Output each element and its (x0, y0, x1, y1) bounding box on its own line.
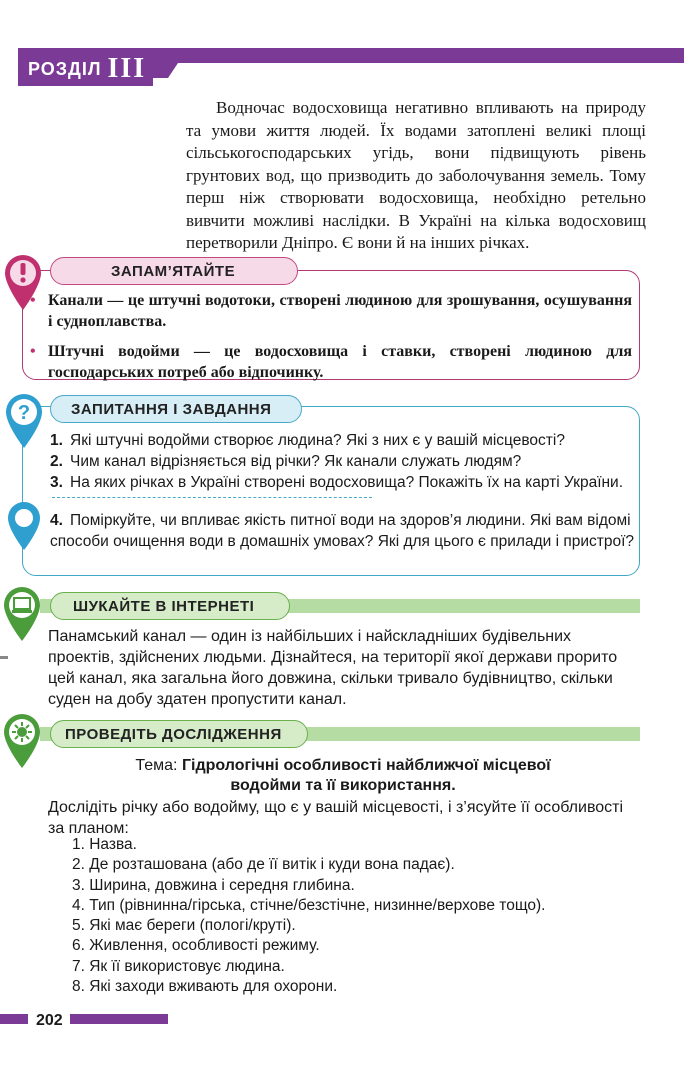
footer-bar (0, 1012, 170, 1026)
plan-item: 3. Ширина, довжина і середня глибина. (72, 876, 355, 894)
section-number: III (107, 53, 147, 84)
computer-pin-icon (2, 585, 42, 643)
divider (52, 497, 372, 498)
internet-title: ШУКАЙТЕ В ІНТЕРНЕТІ (50, 592, 290, 620)
plan-item: 8. Які заходи вживають для охорони. (72, 978, 338, 996)
plan-item: 7. Як її використовує людина. (72, 957, 285, 975)
plan-item: 2. Де розташована (або де її витік і куди вона падає). (72, 856, 455, 874)
questions-title: ЗАПИТАННЯ І ЗАВДАННЯ (50, 395, 302, 423)
section-word: РОЗДІЛ (28, 58, 102, 79)
remember-item-text: Канали — це штучні водотоки, створені людиною для зрошування, осушування і судноплавства. (48, 292, 632, 330)
question-text: На яких річках в Україні створені водосховища? Покажіть їх на карті України. (70, 474, 624, 491)
question-pin-icon (4, 392, 44, 450)
research-plan (72, 835, 632, 997)
question-item (50, 472, 635, 493)
svg-text:?: ? (17, 402, 31, 424)
question-number: 2. (50, 453, 63, 470)
intro-paragraph: Водночас водосховища негативно впливають на природу та умови життя людей. Їх водами затоплені великі площі сільськогосподарських угідь, вони підвищують рівень грунтових вод, що призводить до заболочування земель. Тому перш ніж створювати водосховища, необхідно ретельно вивчити можливі наслідки. В Україні на кілька водосховищ перетворили Дніпро. Є вони й на інших річках. (186, 98, 646, 252)
location-pin-icon (6, 500, 42, 552)
remember-item (26, 341, 632, 383)
question-number: 1. (50, 432, 63, 449)
question-text: Які штучні водойми створює людина? Які з них є у вашій місцевості? (70, 432, 565, 449)
question-number: 3. (50, 474, 63, 491)
research-title: ПРОВЕДІТЬ ДОСЛІДЖЕННЯ (50, 720, 308, 748)
research-theme (48, 756, 638, 796)
question-item (50, 430, 635, 451)
remember-item-text: Штучні водойми — це водосховища і ставки, створені людиною для господарських потреб або відпочинку. (48, 343, 632, 381)
question-text: Чим канал відрізняється від річки? Як канали служать людям? (70, 453, 522, 470)
theme-label: Тема: (135, 757, 178, 774)
question-item (50, 510, 635, 552)
research-intro: Дослідіть річку або водойму, що є у вашій місцевості, і з’ясуйте її особливості за планом: (48, 799, 624, 837)
theme-line1: Гідрологічні особливості найближчої місцевої (181, 757, 551, 774)
margin-mark (0, 656, 8, 659)
bullet-icon: • (30, 292, 36, 309)
question-text: Поміркуйте, чи впливає якість питної води на здоров’я людини. Які вам відомі способи очищення води в домашніх умовах? Які для цього є прилади і пристрої? (50, 512, 635, 550)
microbe-pin-icon (2, 712, 42, 770)
internet-text: Панамський канал — один із найбільших і найскладніших будівельних проектів, здійснених людьми. Дізнайтеся, на території якої держави прорито цей канал, яка загальна його довжина, скільки тривало будівництво, скільки суден на добу здатен пропустити канал. (48, 628, 618, 708)
bullet-icon: • (30, 343, 36, 360)
section-label (18, 52, 153, 86)
plan-item: 5. Які має береги (пологі/круті). (72, 917, 296, 935)
remember-title: ЗАПАМ’ЯТАЙТЕ (50, 257, 298, 285)
question-item (50, 451, 635, 472)
plan-item: 1. Назва. (72, 836, 137, 853)
remember-item (26, 290, 632, 332)
remember-list (26, 290, 632, 392)
plan-item: 4. Тип (рівнинна/гірська, стічне/безстічне, низинне/верхове тощо). (72, 896, 546, 914)
page-number: 202 (36, 1012, 63, 1029)
question-number: 4. (50, 512, 63, 529)
plan-item: 6. Живлення, особливості режиму. (72, 937, 320, 955)
theme-line2: водойми та її використання. (230, 777, 456, 794)
